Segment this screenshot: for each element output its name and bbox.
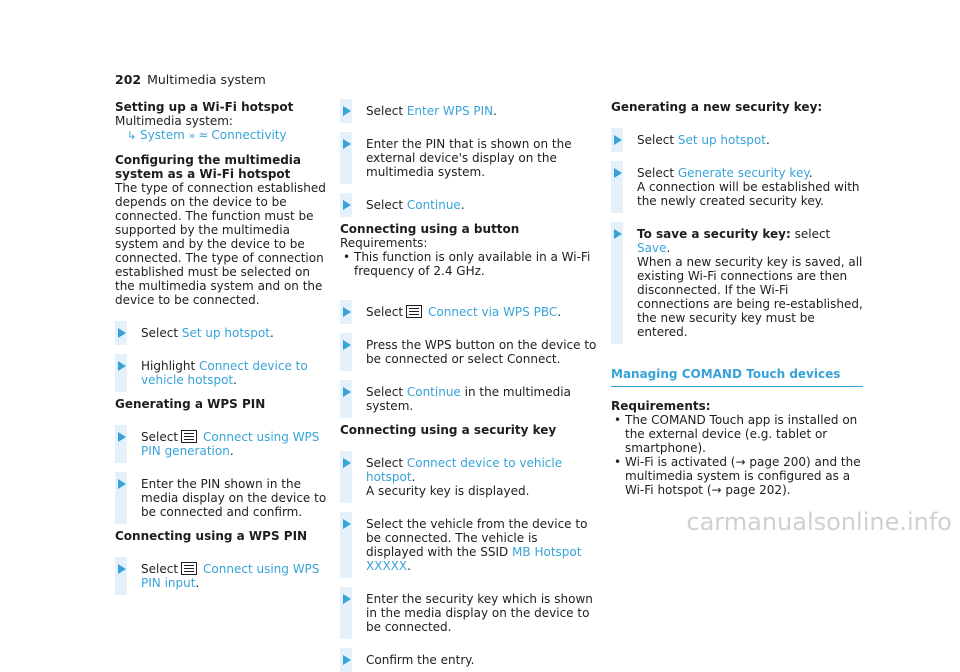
- requirements-label: Requirements:: [611, 399, 711, 413]
- step-arrow-icon: [343, 139, 351, 149]
- continue-link[interactable]: Continue: [406, 198, 461, 212]
- ssid-link: MB Hotspot XXXXX: [366, 545, 582, 573]
- double-chevron-icon: »: [188, 129, 196, 142]
- step-arrow-icon: [118, 361, 126, 371]
- watermark: carmanualsonline.info: [686, 508, 952, 536]
- section-title: Multimedia system: [147, 72, 266, 87]
- requirements-label: Requirements:: [340, 236, 428, 250]
- wifi-icon: ≈: [198, 128, 209, 142]
- wlan-menu-icon: [406, 305, 422, 318]
- connect-device-link[interactable]: Connect device to vehicle hotspot: [141, 359, 308, 387]
- section-heading: Managing COMAND Touch devices: [611, 367, 863, 387]
- wlan-menu-icon: [181, 430, 197, 443]
- step: Highlight Connect device to vehicle hotspot.: [115, 359, 330, 387]
- step-arrow-icon: [118, 479, 126, 489]
- step-arrow-icon: [118, 564, 126, 574]
- step-arrow-icon: [343, 458, 351, 468]
- step-arrow-icon: [343, 519, 351, 529]
- heading-setup-hotspot: Setting up a Wi-Fi hotspot: [115, 100, 294, 114]
- step: Enter the PIN that is shown on the external device's display on the multimedia system.: [340, 137, 597, 179]
- system-label: Multimedia system:: [115, 114, 233, 128]
- heading-button: Connecting using a button: [340, 222, 520, 236]
- heading-new-key: Generating a new security key:: [611, 100, 823, 114]
- requirement-item: • The COMAND Touch app is installed on the external device (e.g. tablet or smartphone).: [611, 413, 863, 455]
- generate-key-link[interactable]: Generate security key: [677, 166, 809, 180]
- heading-configure: Configuring the multimedia system as a Wi-Fi hotspot: [115, 153, 302, 181]
- heading-wps-connect: Connecting using a WPS PIN: [115, 529, 308, 543]
- step: Select Set up hotspot.: [611, 133, 863, 147]
- heading-wps-pin: Generating a WPS PIN: [115, 397, 266, 411]
- step-arrow-icon: [343, 387, 351, 397]
- requirement-item: • This function is only available in a Wi-Fi frequency of 2.4 GHz.: [340, 250, 597, 278]
- page-number: 202: [115, 72, 142, 87]
- step-arrow-icon: [343, 307, 351, 317]
- path-connectivity[interactable]: Connectivity: [211, 128, 287, 142]
- return-arrow-icon: ↳: [127, 129, 137, 142]
- wlan-menu-icon: [181, 562, 197, 575]
- step-arrow-icon: [614, 135, 622, 145]
- heading-security-key: Connecting using a security key: [340, 423, 557, 437]
- step: Confirm the entry.: [340, 653, 597, 667]
- wps-pin-input-link[interactable]: Connect using WPS PIN input: [141, 562, 320, 590]
- step: Select Connect using WPS PIN generation.: [115, 430, 330, 458]
- step-arrow-icon: [118, 328, 126, 338]
- step: Select Enter WPS PIN.: [340, 104, 597, 118]
- step: Enter the security key which is shown in the media display on the device to be connected.: [340, 592, 597, 634]
- step: Select Generate security key. A connection will be established with the newly created security key.: [611, 166, 863, 208]
- step: Select Connect via WPS PBC.: [340, 305, 597, 319]
- enter-wps-pin-link[interactable]: Enter WPS PIN: [406, 104, 494, 118]
- wps-pin-generation-link[interactable]: Connect using WPS PIN generation: [141, 430, 320, 458]
- requirement-item: • Wi-Fi is activated (→ page 200) and the multimedia system is configured as a Wi-Fi hotspot (→ page 202).: [611, 455, 863, 497]
- step: Select the vehicle from the device to be connected. The vehicle is displayed with the SSID MB Hotspot XXXXX.: [340, 517, 597, 573]
- continue-link[interactable]: Continue: [406, 385, 461, 399]
- step: Press the WPS button on the device to be connected or select Connect.: [340, 338, 597, 366]
- step: Select Connect using WPS PIN input.: [115, 562, 330, 590]
- step-arrow-icon: [343, 340, 351, 350]
- step-arrow-icon: [343, 106, 351, 116]
- step: Select Continue.: [340, 198, 597, 212]
- wps-pbc-link[interactable]: Connect via WPS PBC: [428, 305, 558, 319]
- column-1: [115, 100, 330, 590]
- step-arrow-icon: [614, 168, 622, 178]
- connect-device-link[interactable]: Connect device to vehicle hotspot: [366, 456, 563, 484]
- path-system[interactable]: System: [140, 128, 185, 142]
- step: Select Connect device to vehicle hotspot. A security key is displayed.: [340, 456, 597, 498]
- step-arrow-icon: [343, 200, 351, 210]
- step-arrow-icon: [118, 432, 126, 442]
- step-arrow-icon: [343, 655, 351, 665]
- step-arrow-icon: [343, 594, 351, 604]
- step: Enter the PIN shown in the media display on the device to be connected and confirm.: [115, 477, 330, 519]
- column-3: [611, 100, 863, 497]
- step: Select Continue in the multimedia system.: [340, 385, 597, 413]
- step: To save a security key: select Save. When a new security key is saved, all existing Wi-Fi connections are then disconnected. If the Wi-Fi connections are being re-established, the new security key must be entered.: [611, 227, 863, 339]
- save-link[interactable]: Save: [637, 241, 667, 255]
- set-up-hotspot-link[interactable]: Set up hotspot: [181, 326, 270, 340]
- set-up-hotspot-link[interactable]: Set up hotspot: [677, 133, 766, 147]
- step: Select Set up hotspot.: [115, 326, 330, 340]
- page-header: [115, 73, 266, 87]
- config-body: The type of connection established depends on the device to be connected. The function must be supported by the multimedia system and by the device to be connected. The type of connection established must be selected on the multimedia system and on the device to be connected.: [115, 181, 326, 307]
- column-2: [340, 100, 597, 667]
- step-arrow-icon: [614, 229, 622, 239]
- menu-path: [115, 128, 330, 143]
